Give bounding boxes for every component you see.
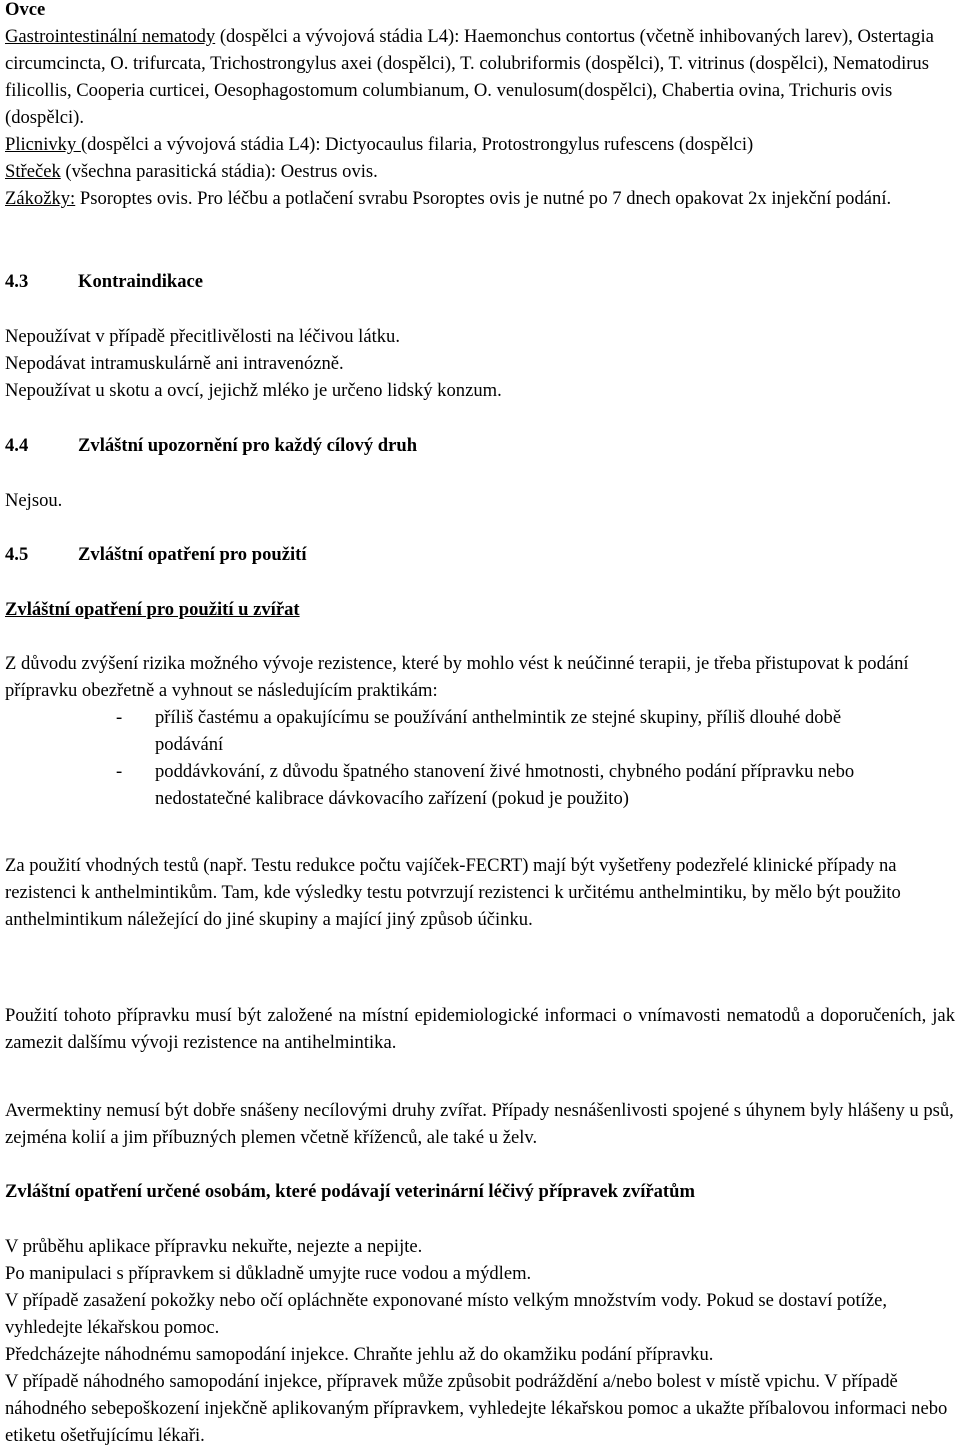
animal-precautions-subheading: Zvláštní opatření pro použití u zvířat: [5, 599, 300, 620]
strecek-label: Střeček: [5, 161, 61, 182]
ovce-title: Ovce: [5, 0, 46, 20]
operator-precautions-subheading: Zvláštní opatření určené osobám, které podávají veterinární léčivý přípravek zvířatům: [5, 1181, 695, 1202]
section-number: 4.3: [5, 271, 29, 292]
gastro-paragraph: [5, 23, 955, 131]
contraindications-list: [5, 323, 502, 404]
section-title: Zvláštní opatření pro použití: [78, 544, 307, 565]
section-number: 4.4: [5, 435, 29, 456]
resistance-block: [5, 650, 955, 812]
precaution-line: Předcházejte náhodnému samopodání injekce. Chraňte jehlu až do okamžiku podání přípravku.: [5, 1344, 714, 1365]
zakozky-label: Zákožky:: [5, 188, 76, 209]
bullet-item: [5, 758, 955, 812]
section-4-4-text: Nejsou.: [5, 490, 63, 511]
epidemiology-paragraph: Použití tohoto přípravku musí být založené na místní epidemiologické informaci o vnímavosti nematodů a doporučeních, jak zamezit dalšímu vývoji rezistence na antihelmintika.: [5, 1005, 955, 1053]
section-title: Kontraindikace: [78, 271, 203, 292]
precaution-line: V průběhu aplikace přípravku nekuřte, nejezte a nepijte.: [5, 1236, 423, 1257]
bullet-dash: -: [116, 761, 123, 782]
ovce-block: [5, 23, 955, 212]
contraindication-line: Nepoužívat u skotu a ovcí, jejichž mléko je určeno lidský konzum.: [5, 380, 502, 401]
section-4-5-heading: [5, 541, 307, 568]
fecrt-paragraph: Za použití vhodných testů (např. Testu redukce počtu vajíček-FECRT) mají být vyšetřeny podezřelé klinické případy na rezistenci k anthelmintikům. Tam, kde výsledky testu potvrzují rezistenci k určitému anthelmintiku, by mělo být použito anthelmintikum náležející do jiné skupiny a mající jiný způsob účinku.: [5, 855, 901, 930]
strecek-paragraph: [5, 158, 955, 185]
section-4-4-heading: [5, 432, 417, 459]
plicnivky-paragraph: [5, 131, 955, 158]
contraindication-line: Nepoužívat v případě přecitlivělosti na léčivou látku.: [5, 326, 400, 347]
section-4-3-heading: [5, 268, 203, 295]
section-number: 4.5: [5, 544, 29, 565]
zakozky-text: Psoroptes ovis. Pro léčbu a potlačení svrabu Psoroptes ovis je nutné po 7 dnech opakovat 2x injekční podání.: [75, 188, 892, 209]
section-title: Zvláštní upozornění pro každý cílový druh: [78, 435, 418, 456]
precaution-line: Po manipulaci s přípravkem si důkladně umyjte ruce vodou a mýdlem.: [5, 1263, 532, 1284]
plicnivky-text: (dospělci a vývojová stádia L4): Dictyocaulus filaria, Protostrongylus rufescens (dospělci): [80, 134, 754, 155]
zakozky-paragraph: [5, 185, 955, 212]
strecek-text: (všechna parasitická stádia): Oestrus ovis.: [60, 161, 378, 182]
bullet-dash: -: [116, 707, 123, 728]
operator-precautions-list: [5, 1233, 955, 1449]
gastro-label: Gastrointestinální nematody: [5, 26, 216, 47]
avermectins-paragraph: Avermektiny nemusí být dobře snášeny necílovými druhy zvířat. Případy nesnášenlivosti spojené s úhynem byly hlášeny u psů, zejména kolií a jim příbuzných plemen včetně kříženců, ale také u želv.: [5, 1100, 954, 1148]
precaution-line: V případě zasažení pokožky nebo očí opláchněte exponované místo velkým množstvím vody. Pokud se dostaví potíže, vyhledejte lékařskou pomoc.: [5, 1290, 887, 1338]
plicnivky-label: Plicnivky: [5, 134, 81, 155]
bullet-text: příliš častému a opakujícímu se používání anthelmintik ze stejné skupiny, příliš dlouhé době podávání: [155, 707, 842, 755]
gastro-text: (dospělci a vývojová stádia L4): Haemonchus contortus (včetně inhibovaných larev), Ostertagia circumcincta, O. trifurcata, Trichostrongylus axei (dospělci), T. colubriformis (dospělci), T. vitrinus (dospělci), Nematodirus filicollis, Cooperia curticei, Oesophagostomum columbianum, O. venulosum(dospělci), Chabertia ovina, Trichuris ovis (dospělci).: [5, 26, 934, 128]
bullet-item: [5, 704, 955, 758]
resistance-intro: Z důvodu zvýšení rizika možného vývoje rezistence, které by mohlo vést k neúčinné terapii, je třeba přistupovat k podání přípravku obezřetně a vyhnout se následujícím praktikám:: [5, 653, 909, 701]
precaution-line: V případě náhodného samopodání injekce, přípravek může způsobit podráždění a/nebo bolest v místě vpichu. V případě náhodného sebepoškození injekčně aplikovaným přípravkem, vyhledejte lékařskou pomoc a ukažte příbalovou informaci nebo etiketu ošetřujícímu lékaři.: [5, 1371, 948, 1446]
bullet-text: poddávkování, z důvodu špatného stanovení živé hmotnosti, chybného podání přípravku nebo nedostatečné kalibrace dávkovacího zařízení (pokud je použito): [155, 761, 855, 809]
contraindication-line: Nepodávat intramuskulárně ani intravenózně.: [5, 353, 344, 374]
